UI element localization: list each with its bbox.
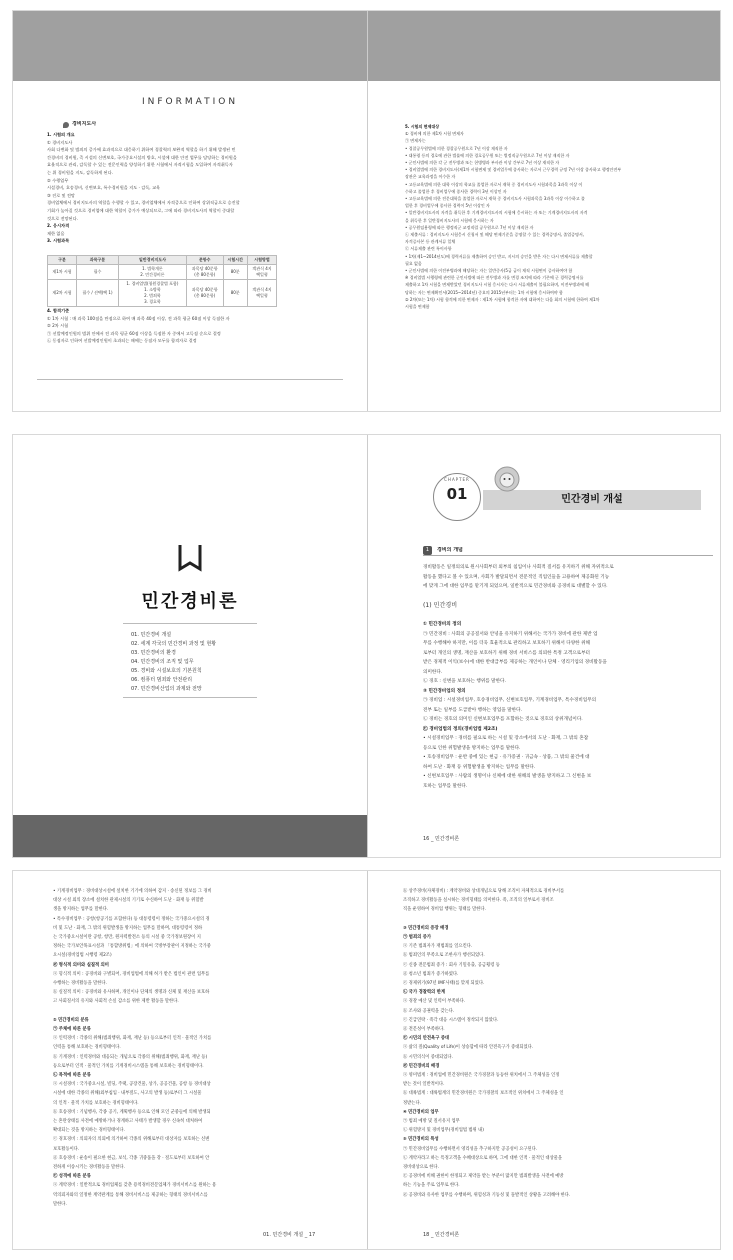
subject-icon: [63, 122, 69, 128]
text-line: 업한 후 경비업무에 종사한 경력이 5년 이상인 자: [405, 203, 490, 209]
page-number-17: 01. 민간경비 개설 _ 17: [263, 1232, 316, 1238]
text-line: 시설경비, 호송경비, 신변보호, 특수경비원을 지도 · 감독, 교육: [47, 185, 161, 191]
table-header-cell: 과목구분: [76, 256, 118, 265]
table-row: [48, 265, 277, 280]
text-line: 장관은 교육과정을 이수한 자: [405, 174, 456, 180]
table-cell: 80분: [223, 265, 247, 280]
table-cell: 객관식 4지 택일형: [247, 280, 276, 307]
text-line: ⓐ 시설경비 : 국가중요시설, 빌딩, 주택, 공장건물, 상가, 공공건물, 공항 등 경비대상: [53, 1082, 211, 1088]
exam-subject-table: [47, 255, 277, 307]
toc-item: 04. 민간경비의 조직 및 업무: [131, 659, 194, 665]
text-line: • 특수경비업무 : 공항(항공기를 포함한다) 등 대통령령이 정하는 국가중요시설의 경: [53, 916, 210, 922]
text-line: 경비활동은 일정의의로 원시사회부터 외부의 침입이나 사회적 질서를 유지하기 위해 자위적으로: [423, 565, 614, 570]
text-line: ⓓ 청소년 범죄가 증가하였다.: [403, 971, 459, 977]
bottom-rule: [37, 379, 343, 380]
toc-item: 06. 컴퓨터 범죄와 안전관리: [131, 677, 193, 683]
table-cell: 제1차 시험: [48, 265, 77, 280]
text-line: ㉡ 국가 경찰력의 한계: [403, 990, 445, 996]
text-line: ⓐ 삶의 질(Quality of Life)이 상승함에 따라 안전욕구가 증대되었다.: [403, 1045, 534, 1051]
text-line: 보호활동이다.: [53, 1146, 80, 1152]
lion-mascot-icon: [493, 465, 521, 493]
text-line: 1. 시험의 개요: [47, 132, 75, 137]
text-line: • 대통령 등의 경호에 관한 법률에 의한 경호공무원 또는 별정직공무원으로 7년 이상 재직한 자: [405, 152, 570, 158]
table-header-row: [48, 256, 277, 265]
table-cell: 과목당 40문항 (총 80문항): [186, 265, 223, 280]
text-line: 에 맞게 그에 대한 임무를 맡기게 되었으며, 일반적으로 민간경비와 공경비로 대별할 수 있다.: [423, 584, 608, 589]
part-title: 민간경비론: [141, 591, 239, 612]
text-line: 2. 응시자격: [47, 223, 70, 229]
table-cell: 과목당 40문항 (총 80문항): [186, 280, 223, 307]
text-line: • 군인사법에 의한 이전부병과에 해당하는 자는 일반중사(5급 급이 재직 시험면이 증사하여야 함: [405, 268, 573, 273]
text-line: 등으로부터 인적 · 물적인 가치를 기계경비시스템을 통해 보호하는 경비형태이다.: [53, 1063, 204, 1069]
text-line: 5. 시험의 면제대상: [405, 124, 440, 129]
text-line: ㉡ 계약자라고 하는 특정고객을 수혜대상으로 하며, 그에 대한 인적 · 물적인 대상물을: [403, 1155, 563, 1161]
text-line: 것으로 전망된다.: [47, 215, 78, 221]
text-line: ㉢ 시민의 안전욕구 증대: [403, 1036, 450, 1042]
text-line: • 경찰공무원법에 의한 경찰공무원으로 7년 이상 재직한 자: [405, 145, 508, 151]
text-line: 을 취득한 후 일반경비지도사의 시험에 응시하는 자: [405, 217, 494, 223]
table-cell: 필수 / 선택(택 1): [76, 280, 118, 307]
text-line: 받는 것이 일반적이다.: [403, 1082, 445, 1088]
text-line: 기회가 높아질 것으로 경비업에 대한 역할이 증가가 예상되므로, 그에 따라 경비지도사의 역할이 중대할: [47, 208, 235, 213]
text-line: • 공무원임용령에 따른 행정직군 교정직렬 공무원으로 7년 이상 재직한 자: [405, 224, 534, 230]
text-line: ㉠ 민간경비 : 사회의 공공질서와 안녕을 유지하기 위해서는 국가가 경비에 관한 제반 업: [423, 631, 598, 637]
text-line: • 일반경비지도사의 자격을 취득한 후 기계경비지도사의 시험에 응시하는 자 또는 기계경비지도사의 자격: [405, 210, 588, 216]
toc-top-rule: [123, 623, 257, 624]
text-line: ㉣ 민간경비의 배경: [403, 1063, 440, 1069]
information-title: INFORMATION: [141, 97, 239, 107]
text-line: 정하는 국가보안목표시설과 「통합방위법」에 의하여 국방부장관이 지정하는 국가중: [53, 944, 211, 950]
table-cell: 1. 법학개론 2. 민간경비론: [118, 265, 186, 280]
text-line: ⓑ 실질적 의미 : 공경비와 유사하며, 개인이나 단체의 생명과 신체 및 재산을 보호하: [53, 990, 210, 996]
table-header-cell: 시험시간: [223, 256, 247, 265]
text-line: ⑤ 민간경비의 특성: [403, 1137, 439, 1143]
text-line: ⓐ 영미법계 : 경비업에 민간경비원은 국가경찰과 동등한 위치에서 그 주체성을 인정: [403, 1073, 560, 1078]
text-line: 시설에 대한 각종의 위해(외부침입 · 내부절도, 사고의 발생 등)로부터 그 시설물: [53, 1091, 202, 1097]
text-line: 자격증사본 등 관계서류 일체: [405, 239, 456, 245]
footer-bar: [13, 815, 367, 858]
text-line: ⓐ 경찰 예산 및 인력이 부족하다.: [403, 999, 466, 1005]
chapter-number: 01: [446, 485, 468, 503]
text-line: ③ 민간경비의 증장 배경: [403, 925, 449, 931]
toc-item: 05. 경비와 시설보호의 기본원칙: [131, 668, 202, 674]
text-line: 수행하는 경비활동을 말한다.: [53, 981, 107, 986]
gutter: [367, 435, 368, 857]
text-line: 받은 경제적 이익(보수)에 대한 반대급부를 제공하는 개인이나 단체 · 영리기업의 경비활동을: [423, 660, 607, 665]
text-line: ㉡ 제출서류 : 경비지도사 시험응시 신청서 및 해당 면제기준을 증명할 수 있는 경력증명서, 졸업증명서,: [405, 232, 584, 237]
text-line: 시험을 면제함: [405, 304, 430, 309]
text-line: ㉠ 선발예정인원의 범위 안에서 전 과목 평균 60점 이상을 득점한 자 중에서 고득점 순으로 결정: [47, 330, 221, 336]
table-cell: 객관식 4지 택일형: [247, 265, 276, 280]
text-line: 수하고 졸업한 후 경비업무에 종사한 경력이 3년 이상인 자: [405, 188, 507, 194]
text-line: • 신변보호업무 : 사람의 생명이나 신체에 대한 위해의 발생을 방지하고 그 신변을 보: [423, 774, 592, 779]
text-line: 는 국가중요시설이란 공항, 항만, 원자력발전소 등의 시설 중 국가정보원장이 지: [53, 935, 201, 940]
text-line: ② 2차(또는 1차) 시험 합격에 의한 면제자 : 제1차 시험에 합격한 자에 대하여는 다음 회의 시험에 한하여 제1차: [405, 296, 600, 302]
text-line: 전하게 이송시키는 경비활동을 말한다.: [53, 1165, 125, 1170]
text-line: 필요 없음: [405, 260, 422, 266]
text-line: ㉡ 동점자로 인하여 선발예정인원이 초과되는 때에는 동점자 모두를 합격자로 결정: [47, 338, 197, 344]
gutter: [367, 871, 368, 1249]
text-line: ㉢ 성격에 따른 분류: [53, 1174, 91, 1180]
text-line: ⓐ 계약경비 : 일반적으로 경비업체를 갖춘 용역경비전문업체가 경비서비스를 원하는 용: [53, 1183, 217, 1189]
toc-item: 01. 민간경비 개설: [131, 632, 172, 638]
text-line: ⓒ 경호경비 : 의뢰자의 의뢰에 의거하여 각종의 위해로부터 대상자를 보호하는 신변: [53, 1137, 210, 1143]
spread-chapter: [12, 434, 721, 858]
text-line: • 시설경비업무 : 경비를 필요로 하는 시설 및 장소에서의 도난 · 화재, 그 밖의 혼잡: [423, 736, 589, 741]
text-line: ⓓ 전문성이 부족하다.: [403, 1027, 445, 1032]
text-line: • 경비업법에 의한 경비지도사(제1차 시험면제 및 경비업무에 종사하는 자로서 근무경력 규정 7년 이상 종사하고 행정안전부: [405, 167, 622, 173]
toc-item: 07. 민간경비산업의 과제와 전망: [131, 686, 202, 692]
text-line: ㉠ 범죄의 증가: [403, 935, 432, 940]
gutter: [367, 11, 368, 411]
toc-bottom-rule: [123, 697, 257, 698]
text-line: 인력을 통해 보호하는 경비형태이다.: [53, 1045, 121, 1051]
text-line: 역의뢰자와의 일정한 계약관계를 통해 경비서비스를 제공하는 형태의 경비서비스를: [53, 1192, 208, 1198]
text-line: 말한다.: [53, 1201, 67, 1207]
text-line: (1) 민간경비: [423, 602, 458, 609]
table-header-cell: 일반경비지도사: [118, 256, 186, 265]
text-line: 등으로 인한 위험발생을 방지하는 업무를 말한다.: [423, 745, 521, 751]
text-line: 호하는 업무를 말한다.: [423, 783, 468, 789]
text-line: 확대되는 것을 방지하는 경비형태이다.: [53, 1128, 125, 1134]
text-line: 효율적으로 관리, 감독할 수 있는 전문인력을 양성하기 위한 시험에서 자격시험을 도입하여 자격취득자: [47, 162, 233, 168]
text-line: • 고등교육법에 의한 전문대학을 졸업한 자로서 재학 중 경비지도사 시험과목을 3과목 이상 이수하고 졸: [405, 196, 585, 201]
text-line: 정받는다.: [403, 1100, 421, 1106]
text-line: ⓑ 대륙법계 : 대륙법계의 민간경비원은 국가경찰의 보조적인 위치에서 그 주체성을 인: [403, 1091, 564, 1097]
text-line: 제출하고 1차 시험을 면제받았던 경비지도사 시험 응시자는 다시 서류제출이 불필요하며, 이전부병과에 해: [405, 282, 589, 288]
text-line: ② 수행업무: [47, 177, 69, 183]
text-line: 요시설(경비업법 시행령 제2조): [53, 953, 112, 959]
text-line: ① 경비지도사: [47, 139, 73, 145]
toc-item: 03. 민간경비의 환경: [131, 650, 176, 656]
text-line: 4. 합격기준: [47, 308, 70, 313]
text-line: 제한 없음: [47, 230, 65, 236]
table-header-cell: 구분: [48, 256, 77, 265]
text-line: ① 1차 시험 : 매 과목 100점을 만점으로 하여 매 과목 40점 이상, 전 과목 평균 60점 이상 득점한 자: [47, 315, 230, 321]
spread-information: [12, 10, 721, 412]
text-line: 대상 시설 외의 장소에 설치한 관제시설의 기기로 수신하여 도난 · 화재 등 위험발: [53, 898, 204, 904]
text-line: 하는 기능을 주로 업무로 한다.: [403, 1183, 460, 1189]
text-line: 경비업체에서 경비지도사의 역할을 수행할 수 있고, 경비업체에서 자격증으로 인하여 상위직급으로 승진할: [47, 200, 240, 206]
text-line: 전부 또는 일부를 도급받아 행하는 영업을 말한다.: [423, 707, 522, 713]
text-line: ⓒ 신종 전문범죄 증가 : 회사 기밀유출, 공금횡령 등: [403, 962, 500, 968]
text-line: • 기계경비업무 : 경비대상시설에 설치한 기기에 의하여 감지 · 송신된 정보를 그 경비: [53, 889, 212, 894]
chapter-title: 민간경비 개설: [561, 494, 623, 505]
text-line: 무를 수행해야 하지만, 이를 더욱 효율적으로 관리하고 보호하기 위해서 다양한 위해: [423, 641, 590, 646]
text-line: 당하는 자는 면제확인서(2015~2014년) 중요의 2015년부터는 1차 시험에 응시하여야 함: [405, 289, 563, 295]
bookmark-icon: [178, 543, 202, 573]
text-line: • 군인사법에 의한 각 군 전투병과 또는 헌병병과 부사관 이상 간부로 7년 이상 재직한 자: [405, 160, 560, 165]
text-line: ⓑ 상주경비(자체경비) : 계약경비와 상대개념으로 당해 조직이 자체적으로 경비부서를: [403, 889, 565, 894]
text-line: 의 인적 · 물적 가치를 보호하는 경비형태이다.: [53, 1100, 139, 1106]
text-line: ② 2차 시험: [47, 323, 69, 329]
text-line: ③ 진로 및 전망: [47, 192, 75, 198]
text-line: ⓑ 호송경비 : 기념행사, 각종 공기, 계획행사 등으로 인해 모인 군중들에 의해 발생되: [53, 1109, 211, 1115]
text-line: ⓐ 형식적 의미 : 공경비와 구별되어, 경비업법에 의해 허가 받은 법인이 관련 업무를: [53, 971, 210, 977]
text-line: ⓔ 경제위기(97년 IMF사태)를 맞게 되었다.: [403, 981, 485, 986]
text-line: ⓑ 시민의식이 증대되었다.: [403, 1054, 453, 1060]
text-line: ㉢ 공경비에 비해 권한이 한정되고 제약을 받는 부분이 많지만 범죄발생을 사전에 예방: [403, 1174, 564, 1180]
table-cell: 제2차 시험: [48, 280, 77, 307]
text-line: ① 경비에 의한 제1차 시험 면제자: [405, 131, 464, 137]
text-line: 의미한다.: [423, 669, 443, 675]
text-line: ㉡ 위험방지 및 경비업무(경비업법 범위 내): [403, 1128, 484, 1134]
text-line: ㉣ 형식적 의미와 실질적 의미: [53, 962, 109, 968]
toc-item: 02. 세계 각국의 민간경비 과정 및 현황: [131, 641, 217, 647]
text-line: 로부터 개인의 생명, 재산을 보호하기 위해 경비 서비스를 의뢰한 특정 고객으로부터: [423, 650, 590, 656]
text-line: ㉡ 경비는 경호의 의미인 신변보호업무를 포함하는 것으로 경호의 상위개념이다.: [423, 717, 583, 722]
text-line: ㉡ 경호 : 신변을 보호하는 행위를 말한다.: [423, 679, 506, 684]
text-line: ㉢ 경비업법의 정의(경비업법 제2조): [423, 726, 498, 732]
text-line: 직을 운영하여 경비업 행위는 형태를 말한다.: [403, 907, 486, 913]
text-line: ⓑ 범죄인의 무족으로 조한사가 행선되었다.: [403, 953, 485, 959]
text-line: ㉠ 경비업 : 시설경비업무, 호송경비업무, 신변보호업무, 기계경비업무, 특수경비업무의: [423, 698, 597, 703]
text-line: 조직하고 경비활동을 실시하는 경비형태를 의미한다. 즉, 조직의 일부로서 경비조: [403, 898, 554, 904]
text-line: 간경비의 경비원, 즉 시설의 신변보호, 국가중요시설의 방호, 시설에 대한 안전 업무를 담당하는 경비원을: [47, 154, 237, 160]
subject-label: 경비지도사: [72, 121, 97, 127]
table-cell: 1. 경비업법(청원경찰법 포함) 1. 소방학 2. 범죄학 3. 경호학: [118, 280, 186, 307]
text-line: 하여 도난 · 화재 등 위험발생을 방지하는 업무를 말한다.: [423, 764, 536, 770]
text-line: 는 위 경비원을 지도, 감독하게 된다.: [47, 170, 113, 175]
text-line: ㉢ 서류제출 관련 특이사항: [405, 246, 452, 252]
text-line: 비 및 도난 · 화재, 그 밖의 위험발생을 방지하는 업무를 말하며, 대통령령이 정하: [53, 925, 203, 931]
text-line: ④ 민간경비의 업무: [403, 1109, 439, 1115]
text-line: • 1차(제1~2014년도)에 경력서류를 제출하여 승인 받고, 지시의 승인을 받은 자는 다시 면제서류를 제출할: [405, 253, 593, 259]
text-line: ㉠ 면제자는: [405, 138, 426, 144]
text-line: 활동을 했다고 볼 수 있으며, 사회가 발달되면서 전문적인 직업인들을 고용하여 제공화된 기능: [423, 574, 610, 580]
section-heading-rule: [423, 547, 713, 556]
chapter-label: CHAPTER: [444, 477, 470, 482]
text-line: ㉡ 목적에 따른 분류: [53, 1073, 91, 1078]
page-number-18: 18 _ 민간경비론: [423, 1232, 460, 1238]
text-line: ② 민간경비의 분류: [53, 1017, 89, 1023]
section-number: 1: [423, 546, 432, 555]
text-line: ⓓ 호송경비 : 운송이 필요한 현금, 보석, 각종 귀중품을 강 · 절도로부터 보호하여 안: [53, 1155, 210, 1161]
text-line: 고 사회질서의 유지와 사회적 손실 감소를 위한 제반 활동을 말한다.: [53, 999, 179, 1005]
text-line: 3. 시험과목: [47, 238, 70, 244]
text-line: 사회 다변화 및 범죄의 증가에 효과적으로 대응하기 위하여 경찰력의 보완적 역할을 하기 위해 발생된 민: [47, 147, 236, 153]
text-line: ※ 경비업법 시행령에 관련한 군인사법에 따른 전투병과 자를 변경 조치에 따라 기존에 군 경력증명서를: [405, 275, 584, 281]
text-line: ㉠ 범죄 예방 및 질서유지 업무: [403, 1119, 460, 1124]
text-line: 생을 방지하는 업무를 말한다.: [53, 907, 109, 913]
section-title: 경비의 개념: [437, 547, 463, 553]
text-line: ⓑ 조사와 공권력을 갖는다.: [403, 1008, 455, 1014]
text-line: ㉠ 주체에 따른 분류: [53, 1027, 91, 1032]
table-row: [48, 280, 277, 307]
text-line: ② 민간경비업의 정의: [423, 688, 466, 694]
text-line: 는 혼란상태를 사전에 예방하거나 경계하고 사태가 발생할 경우 신속히 대처하여: [53, 1119, 203, 1124]
page-number-16: 16 _ 민간경비론: [423, 836, 460, 842]
spread-body: [12, 870, 721, 1250]
text-line: ⓐ 기존 범죄자가 재범죄를 일으킨다.: [403, 944, 473, 950]
text-line: ㉣ 공경비와 유사한 업무를 수행하며, 위험성과 기동성 및 돌발적인 상황을 고려해야 한다.: [403, 1192, 571, 1198]
text-line: • 호송경비업무 : 운반 중에 있는 현금 · 유가증권 · 귀금속 · 상품, 그 밖의 물건에 대: [423, 755, 590, 760]
text-line: ⓐ 인력경비 : 각종의 위해(범죄행위, 화재, 재난 등) 등으로부터 인적 · 물적인 가치를: [53, 1036, 212, 1042]
table-cell: 필수: [76, 265, 118, 280]
table-cell: 80분: [223, 280, 247, 307]
text-line: ⓒ 긴급연락 · 즉각 대응 시스템이 정착되지 않았다.: [403, 1017, 499, 1023]
table-header-cell: 시험방법: [247, 256, 276, 265]
text-line: • 고등교육법에 의한 대학 이상의 학교를 졸업한 자로서 재학 중 경비지도사 시험과목을 3과목 이상 이: [405, 181, 583, 187]
text-line: ㉠ 민간경비업무를 수행하면서 영리성을 추구하지만 공공성이 요구된다.: [403, 1146, 538, 1152]
text-line: ① 민간경비의 정의: [423, 622, 462, 627]
text-line: ⓑ 기계경비 : 인력경비와 대응되는 개념으로 각종의 위해(범죄행위, 화재, 재난 등): [53, 1054, 208, 1060]
text-line: 경비대상으로 한다.: [403, 1165, 439, 1170]
table-header-cell: 문항수: [186, 256, 223, 265]
